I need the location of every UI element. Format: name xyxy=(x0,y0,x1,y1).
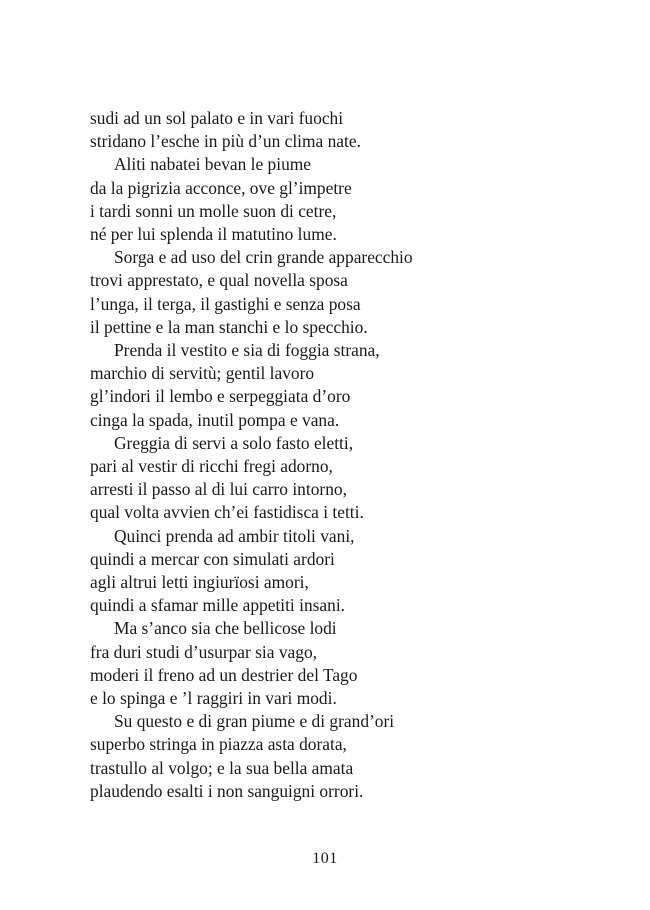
verse-line: il pettine e la man stanchi e lo specchio. xyxy=(90,316,368,337)
verse-line: e lo spinga e ’l raggiri in vari modi. xyxy=(90,688,337,709)
verse-line: trovi apprestato, e qual novella sposa xyxy=(90,270,348,291)
verse-line: l’unga, il terga, il gastighi e senza posa xyxy=(90,293,361,314)
verse-line: agli altrui letti ingiurïosi amori, xyxy=(90,572,309,593)
verse-line: moderi il freno ad un destrier del Tago xyxy=(90,664,358,685)
verse-line: fra duri studi d’usurpar sia vago, xyxy=(90,641,317,662)
verse-line: gl’indori il lembo e serpeggiata d’oro xyxy=(90,386,351,407)
verse-line: plaudendo esalti i non sanguigni orrori. xyxy=(90,780,364,801)
verse-line: i tardi sonni un molle suon di cetre, xyxy=(90,200,337,221)
verse-line: superbo stringa in piazza asta dorata, xyxy=(90,734,347,755)
verse-line: né per lui splenda il matutino lume. xyxy=(90,224,337,245)
stanza-first-line: Ma s’anco sia che bellicose lodi xyxy=(114,618,337,639)
stanza-first-line: Quinci prenda ad ambir titoli vani, xyxy=(114,525,355,546)
stanza-first-line: Sorga e ad uso del crin grande apparecchio xyxy=(114,247,413,268)
verse-line: marchio di servitù; gentil lavoro xyxy=(90,363,315,384)
verse-line: arresti il passo al di lui carro intorno, xyxy=(90,479,347,500)
verse-line: da la pigrizia acconce, ove gl’impetre xyxy=(90,177,352,198)
verse-line: quindi a sfamar mille appetiti insani. xyxy=(90,595,346,616)
verse-line: cinga la spada, inutil pompa e vana. xyxy=(90,409,340,430)
stanza-first-line: Prenda il vestito e sia di foggia strana, xyxy=(114,340,380,361)
verse-line: qual volta avvien ch’ei fastidisca i tetti. xyxy=(90,502,364,523)
verse-line: pari al vestir di ricchi fregi adorno, xyxy=(90,456,333,477)
verse-line: sudi ad un sol palato e in vari fuochi xyxy=(90,108,344,128)
stanza-first-line: Su questo e di gran piume e di grand’ori xyxy=(114,711,395,732)
verse-line: quindi a mercar con simulati ardori xyxy=(90,548,335,569)
stanza-first-line: Greggia di servi a solo fasto eletti, xyxy=(114,432,354,453)
verse-line: stridano l’esche in più d’un clima nate. xyxy=(90,131,361,152)
page-number: 101 xyxy=(312,850,338,867)
poem-text xyxy=(90,107,570,803)
verse-line: trastullo al volgo; e la sua bella amata xyxy=(90,757,354,778)
stanza-first-line: Aliti nabatei bevan le piume xyxy=(114,154,312,175)
